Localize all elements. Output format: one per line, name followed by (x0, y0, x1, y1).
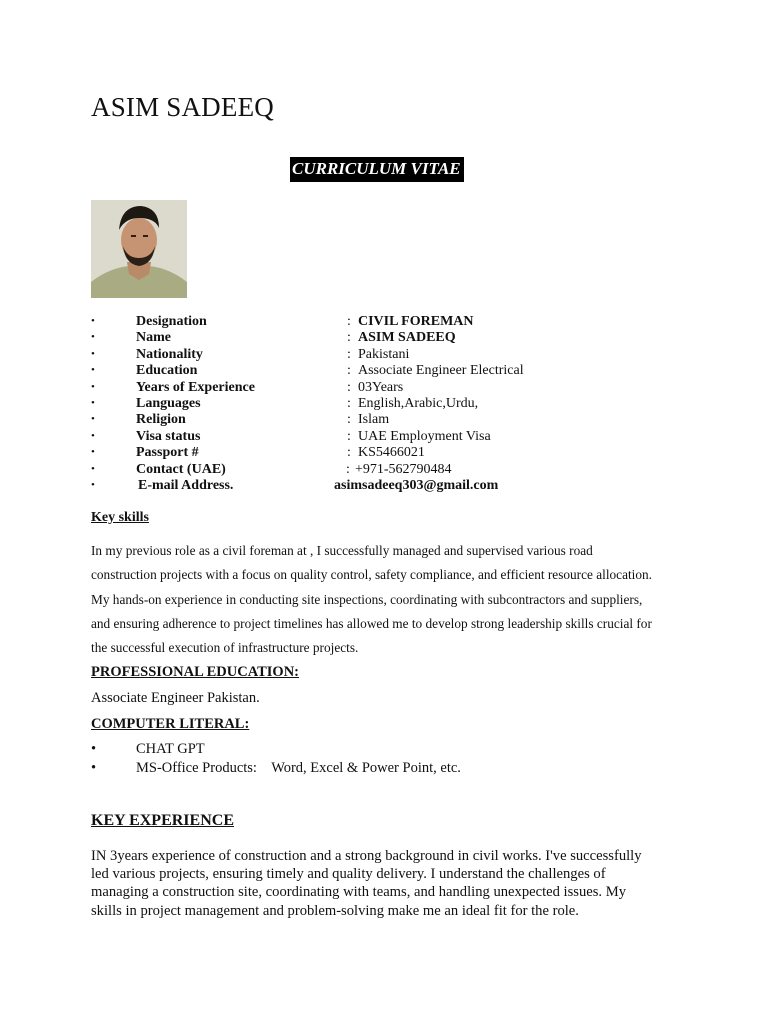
info-value: +971-562790484 (355, 461, 452, 477)
info-colon: : (347, 396, 351, 411)
info-row (91, 395, 711, 412)
info-value: Pakistani (358, 346, 410, 362)
bullet: • (91, 315, 95, 327)
key-experience-line: led various projects, ensuring timely and quality delivery. I understand the challenges of (91, 866, 606, 883)
info-colon: : (347, 346, 351, 362)
bullet: • (91, 331, 95, 344)
info-label: Passport # (136, 445, 199, 461)
computer-literal-heading: COMPUTER LITERAL: (91, 716, 250, 732)
bullet: • (91, 429, 95, 442)
key-skills-line: construction projects with a focus on quality control, safety compliance, and efficient resource allocation. (91, 567, 652, 583)
profile-photo (91, 200, 187, 298)
bullet: • (91, 397, 95, 409)
info-colon: : (346, 461, 350, 477)
bullet: • (91, 364, 95, 377)
info-colon: : (347, 330, 351, 346)
email-label: E-mail Address. (138, 478, 234, 493)
info-row (91, 362, 711, 379)
info-row (91, 313, 711, 330)
info-colon: : (347, 314, 351, 329)
bullet: • (91, 413, 95, 426)
computer-skill-text: CHAT GPT (136, 741, 205, 757)
key-experience-line: managing a construction site, coordinating with teams, and handling unexpected issues. My (91, 884, 626, 901)
professional-education-heading: PROFESSIONAL EDUCATION: (91, 664, 299, 680)
professional-education-text: Associate Engineer Pakistan. (91, 690, 260, 706)
info-value: ASIM SADEEQ (358, 330, 456, 346)
info-value: Islam (358, 412, 390, 428)
info-value: English,Arabic,Urdu, (358, 396, 479, 411)
info-row (91, 428, 711, 445)
info-row (91, 444, 711, 461)
key-skills-line: and ensuring adherence to project timelines has allowed me to develop strong leadership skills crucial for (91, 615, 652, 631)
key-experience-line: IN 3years experience of construction and a strong background in civil works. I've successfully (91, 848, 642, 864)
bullet: • (91, 760, 97, 776)
info-value: KS5466021 (358, 445, 425, 461)
bullet: • (91, 462, 95, 475)
key-skills-heading: Key skills (91, 510, 149, 525)
bullet: • (91, 380, 95, 393)
info-colon: : (347, 428, 351, 444)
info-row-email (91, 477, 711, 494)
info-label: Years of Experience (136, 379, 255, 395)
key-skills-line: In my previous role as a civil foreman at , I successfully managed and supervised various road (91, 543, 593, 558)
key-skills-line: the successful execution of infrastructure projects. (91, 640, 359, 656)
info-colon: : (347, 412, 351, 428)
cv-title: CURRICULUM VITAE (290, 157, 464, 182)
info-row (91, 461, 711, 478)
candidate-name: ASIM SADEEQ (91, 92, 274, 122)
info-colon: : (347, 445, 351, 461)
key-experience-paragraph (91, 847, 642, 920)
info-value: Associate Engineer Electrical (358, 363, 524, 379)
bullet: • (91, 347, 95, 360)
key-experience-line: skills in project management and problem-solving make me an ideal fit for the role. (91, 902, 579, 919)
info-label: Languages (136, 396, 201, 411)
computer-skill-text: MS-Office Products: Word, Excel & Power Point, etc. (136, 760, 461, 776)
email-value: asimsadeeq303@gmail.com (334, 478, 499, 493)
info-label: Religion (136, 412, 186, 428)
bullet: • (91, 479, 95, 491)
info-colon: : (347, 379, 351, 395)
info-value: CIVIL FOREMAN (358, 314, 474, 329)
info-label: Education (136, 363, 198, 379)
info-row (91, 379, 711, 396)
bullet: • (91, 741, 97, 757)
info-label: Contact (UAE) (136, 461, 226, 477)
bullet: • (91, 446, 95, 459)
info-label: Visa status (136, 428, 201, 444)
info-row (91, 329, 711, 346)
info-colon: : (347, 363, 351, 379)
info-row (91, 346, 711, 363)
key-experience-heading: KEY EXPERIENCE (91, 812, 234, 829)
key-skills-paragraph (91, 539, 652, 660)
info-value: UAE Employment Visa (358, 428, 491, 444)
info-value: 03Years (358, 379, 404, 395)
info-row (91, 411, 711, 428)
info-label: Designation (136, 314, 207, 329)
info-label: Nationality (136, 346, 203, 362)
info-label: Name (136, 330, 171, 346)
key-skills-line: My hands-on experience in conducting site inspections, coordinating with subcontractors and suppliers, (91, 591, 643, 607)
